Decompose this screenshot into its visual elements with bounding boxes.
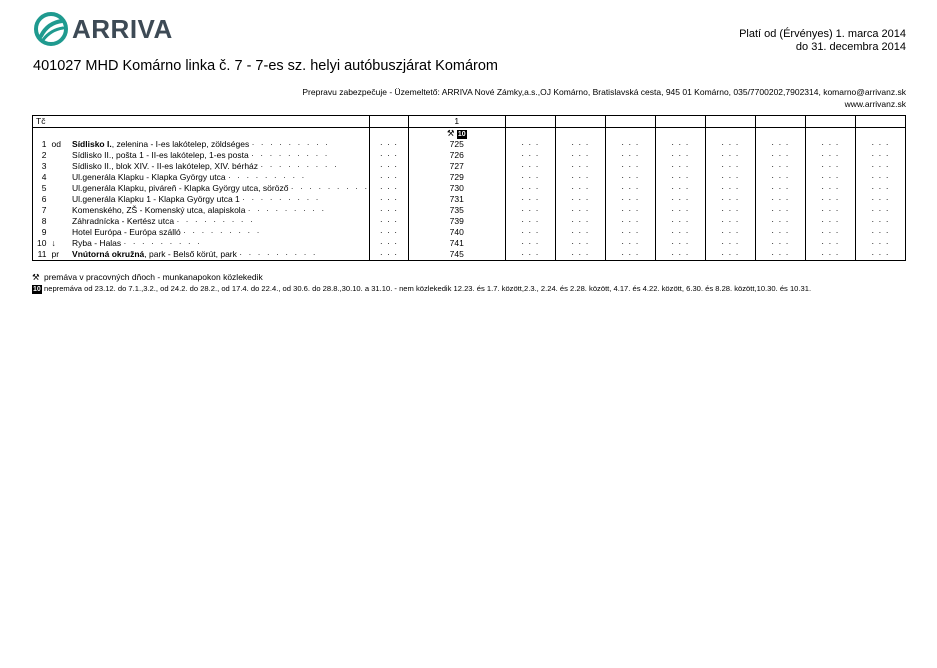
no-service-dots: · · · bbox=[505, 161, 555, 172]
no-service-dots: · · · bbox=[805, 205, 855, 216]
no-service-dots: · · · bbox=[871, 172, 890, 182]
stop-number: 5 bbox=[41, 183, 47, 193]
leader-dots: · · · · · · · · · bbox=[239, 249, 318, 259]
no-service-dots: · · · bbox=[755, 183, 805, 194]
no-service-dots: · · · bbox=[555, 216, 605, 227]
stop-number: 3 bbox=[41, 161, 47, 171]
no-service-dots: · · · bbox=[555, 172, 605, 183]
no-service-dots: · · · bbox=[805, 238, 855, 249]
departure-time: 731 bbox=[408, 194, 505, 205]
stop-row bbox=[33, 172, 905, 183]
workdays-icon: ⚒ bbox=[32, 272, 40, 282]
stop-name-rest: , park - Belső körút, park bbox=[144, 249, 237, 259]
no-service-dots: · · · bbox=[805, 249, 855, 260]
stop-row bbox=[33, 139, 905, 150]
direction-marker: ↓ bbox=[51, 238, 56, 248]
stop-name-rest: , zelenina - I-es lakótelep, zöldséges bbox=[111, 139, 250, 149]
stop-name-rest: Ul.generála Klapku, piváreň - Klapka György utca, söröző bbox=[72, 183, 289, 193]
stop-number: 4 bbox=[41, 172, 47, 182]
stop-number: 11 bbox=[37, 249, 47, 259]
stop-name-rest: Ul.generála Klapku 1 - Klapka György utca 1 bbox=[72, 194, 240, 204]
departure-time: 741 bbox=[408, 238, 505, 249]
page-title: 401027 MHD Komárno linka č. 7 - 7-es sz. helyi autóbuszjárat Komárom bbox=[33, 58, 499, 74]
no-service-dots: · · · bbox=[805, 161, 855, 172]
stop-name-bold: Sídlisko I. bbox=[72, 139, 112, 149]
no-service-dots: · · · bbox=[555, 183, 605, 194]
workdays-icon: ⚒ bbox=[446, 128, 455, 138]
leader-dots: · · · · · · · · · bbox=[183, 227, 262, 237]
no-service-dots: · · · bbox=[755, 227, 805, 238]
no-service-dots: · · · bbox=[755, 238, 805, 249]
no-service-dots: · · · bbox=[655, 150, 705, 161]
no-service-dots: · · · bbox=[655, 216, 705, 227]
no-service-dots: · · · bbox=[755, 194, 805, 205]
note-text: nepremáva od 23.12. do 7.1.,3.2., od 24.2. do 28.2., od 17.4. do 22.4., od 30.6. do 28.8.,30.10. a 31.10. - nem közlekedik 12.23. és 1.7. között,2.3., 2.24. és 2.28. között, 4.17. és 4.22. között, 6.30. és 8.28. között,10.30. és 10.31. bbox=[44, 284, 812, 293]
arriva-logo bbox=[34, 12, 173, 46]
no-service-dots: · · · bbox=[655, 194, 705, 205]
timetable-header bbox=[33, 116, 905, 128]
stop-number: 8 bbox=[41, 216, 47, 226]
no-service-dots: · · · bbox=[370, 139, 409, 150]
stop-name bbox=[72, 172, 370, 183]
no-service-dots: · · · bbox=[805, 150, 855, 161]
stop-name-rest: Komenského, ZŠ - Komenský utca, alapiskola bbox=[72, 205, 246, 215]
stop-name-rest: Záhradnícka - Kertész utca bbox=[72, 216, 175, 226]
no-service-dots: · · · bbox=[705, 150, 755, 161]
validity-dates bbox=[739, 28, 906, 54]
no-service-dots: · · · bbox=[805, 216, 855, 227]
no-service-dots: · · · bbox=[555, 139, 605, 150]
no-service-dots: · · · bbox=[805, 194, 855, 205]
no-service-dots: · · · bbox=[605, 150, 655, 161]
no-service-dots: · · · bbox=[505, 139, 555, 150]
no-service-dots: · · · bbox=[605, 194, 655, 205]
no-service-dots: · · · bbox=[871, 183, 890, 193]
operator-website[interactable]: www.arrivanz.sk bbox=[844, 99, 906, 109]
no-service-dots: · · · bbox=[370, 249, 409, 260]
no-service-dots: · · · bbox=[655, 161, 705, 172]
stop-row bbox=[33, 227, 905, 238]
leader-dots: · · · · · · · · · bbox=[123, 238, 202, 248]
no-service-dots: · · · bbox=[370, 216, 409, 227]
stop-name bbox=[72, 238, 370, 249]
no-service-dots: · · · bbox=[755, 205, 805, 216]
departure-time: 726 bbox=[408, 150, 505, 161]
direction-marker bbox=[48, 216, 72, 227]
leader-dots: · · · · · · · · · bbox=[251, 150, 330, 160]
stop-number: 7 bbox=[41, 205, 47, 215]
leader-dots: · · · · · · · · · bbox=[242, 194, 321, 204]
stop-name-rest: Sídlisko II., pošta 1 - II-es lakótelep, 1-es posta bbox=[72, 150, 249, 160]
no-service-dots: · · · bbox=[805, 172, 855, 183]
no-service-dots: · · · bbox=[605, 216, 655, 227]
leader-dots: · · · · · · · · · bbox=[260, 161, 339, 171]
no-service-dots: · · · bbox=[505, 205, 555, 216]
no-service-dots: · · · bbox=[505, 183, 555, 194]
no-service-dots: · · · bbox=[555, 150, 605, 161]
no-service-dots: · · · bbox=[705, 139, 755, 150]
stop-number: 6 bbox=[41, 194, 47, 204]
no-service-dots: · · · bbox=[555, 249, 605, 260]
departure-time: 740 bbox=[408, 227, 505, 238]
stop-row bbox=[33, 216, 905, 227]
stop-name bbox=[72, 249, 370, 260]
timetable-notes bbox=[32, 272, 811, 294]
stop-name-rest: Ul.generála Klapku - Klapka György utca bbox=[72, 172, 226, 182]
departure-time: 727 bbox=[408, 161, 505, 172]
no-service-dots: · · · bbox=[705, 194, 755, 205]
departure-time: 730 bbox=[408, 183, 505, 194]
direction-marker bbox=[48, 205, 72, 216]
direction-marker bbox=[48, 172, 72, 183]
no-service-dots: · · · bbox=[871, 139, 890, 149]
stop-number: 10 bbox=[37, 238, 47, 248]
departure-time: 725 bbox=[408, 139, 505, 150]
stop-number: 9 bbox=[41, 227, 47, 237]
stop-row bbox=[33, 183, 905, 194]
stop-name bbox=[72, 216, 370, 227]
stop-name bbox=[72, 205, 370, 216]
no-service-dots: · · · bbox=[370, 161, 409, 172]
leader-dots: · · · · · · · · · bbox=[251, 139, 330, 149]
no-service-dots: · · · bbox=[655, 249, 705, 260]
no-service-dots: · · · bbox=[605, 227, 655, 238]
no-service-dots: · · · bbox=[871, 238, 890, 248]
no-service-dots: · · · bbox=[505, 150, 555, 161]
no-service-dots: · · · bbox=[705, 216, 755, 227]
stop-name-rest: Ryba - Halas bbox=[72, 238, 122, 248]
no-service-dots: · · · bbox=[705, 238, 755, 249]
no-service-dots: · · · bbox=[605, 139, 655, 150]
no-service-dots: · · · bbox=[871, 161, 890, 171]
no-service-dots: · · · bbox=[805, 139, 855, 150]
no-service-dots: · · · bbox=[605, 183, 655, 194]
stop-row bbox=[33, 249, 905, 260]
note-10 bbox=[32, 283, 811, 294]
leader-dots: · · · · · · · · · bbox=[290, 183, 370, 193]
note-10-icon: 10 bbox=[457, 131, 466, 138]
stop-name bbox=[72, 150, 370, 161]
stop-row bbox=[33, 205, 905, 216]
no-service-dots: · · · bbox=[655, 139, 705, 150]
stop-row bbox=[33, 150, 905, 161]
no-service-dots: · · · bbox=[370, 150, 409, 161]
departure-time: 745 bbox=[408, 249, 505, 260]
validity-to: do 31. decembra 2014 bbox=[795, 41, 906, 53]
no-service-dots: · · · bbox=[655, 172, 705, 183]
no-service-dots: · · · bbox=[505, 227, 555, 238]
no-service-dots: · · · bbox=[370, 238, 409, 249]
no-service-dots: · · · bbox=[755, 139, 805, 150]
direction-marker: pr bbox=[51, 249, 60, 259]
stop-name bbox=[72, 139, 370, 150]
no-service-dots: · · · bbox=[555, 227, 605, 238]
no-service-dots: · · · bbox=[655, 227, 705, 238]
arriva-logo-icon bbox=[34, 12, 68, 46]
stop-name bbox=[72, 161, 370, 172]
no-service-dots: · · · bbox=[555, 194, 605, 205]
note-workdays bbox=[32, 272, 811, 283]
header-label: Tč bbox=[33, 116, 370, 128]
no-service-dots: · · · bbox=[555, 205, 605, 216]
logo-text: ARRIVA bbox=[72, 13, 173, 44]
stop-number: 2 bbox=[41, 150, 47, 160]
direction-marker bbox=[48, 161, 72, 172]
direction-marker bbox=[48, 227, 72, 238]
no-service-dots: · · · bbox=[605, 172, 655, 183]
no-service-dots: · · · bbox=[755, 172, 805, 183]
leader-dots: · · · · · · · · · bbox=[247, 205, 327, 215]
no-service-dots: · · · bbox=[871, 194, 890, 204]
no-service-dots: · · · bbox=[605, 161, 655, 172]
no-service-dots: · · · bbox=[505, 249, 555, 260]
stop-name-bold: Vnútorná okružná bbox=[72, 249, 145, 259]
leader-dots: · · · · · · · · · bbox=[227, 172, 307, 182]
no-service-dots: · · · bbox=[705, 161, 755, 172]
stop-name-rest: Hotel Európa - Európa szálló bbox=[72, 227, 181, 237]
no-service-dots: · · · bbox=[555, 161, 605, 172]
no-service-dots: · · · bbox=[755, 216, 805, 227]
stop-row bbox=[33, 194, 905, 205]
no-service-dots: · · · bbox=[505, 238, 555, 249]
no-service-dots: · · · bbox=[555, 238, 605, 249]
leader-dots: · · · · · · · · · bbox=[176, 216, 255, 226]
direction-marker bbox=[48, 183, 72, 194]
no-service-dots: · · · bbox=[370, 172, 409, 183]
note-10-icon: 10 bbox=[33, 286, 41, 293]
no-service-dots: · · · bbox=[755, 150, 805, 161]
stop-row bbox=[33, 238, 905, 249]
no-service-dots: · · · bbox=[871, 216, 890, 226]
note-text: premáva v pracovných dňoch - munkanapokon közlekedik bbox=[44, 272, 263, 282]
stop-row bbox=[33, 161, 905, 172]
no-service-dots: · · · bbox=[370, 183, 409, 194]
no-service-dots: · · · bbox=[370, 194, 409, 205]
no-service-dots: · · · bbox=[605, 238, 655, 249]
operator-info bbox=[302, 86, 906, 110]
timetable bbox=[32, 115, 906, 261]
stop-name bbox=[72, 194, 370, 205]
no-service-dots: · · · bbox=[871, 227, 890, 237]
departure-time: 729 bbox=[408, 172, 505, 183]
no-service-dots: · · · bbox=[705, 205, 755, 216]
no-service-dots: · · · bbox=[505, 172, 555, 183]
direction-marker bbox=[48, 150, 72, 161]
no-service-dots: · · · bbox=[655, 205, 705, 216]
trip-icons-row bbox=[33, 128, 905, 140]
no-service-dots: · · · bbox=[705, 183, 755, 194]
no-service-dots: · · · bbox=[605, 205, 655, 216]
stop-name bbox=[72, 227, 370, 238]
no-service-dots: · · · bbox=[705, 172, 755, 183]
no-service-dots: · · · bbox=[755, 249, 805, 260]
trip-number: 1 bbox=[408, 116, 505, 128]
no-service-dots: · · · bbox=[655, 183, 705, 194]
no-service-dots: · · · bbox=[505, 194, 555, 205]
direction-marker: od bbox=[51, 139, 61, 149]
no-service-dots: · · · bbox=[605, 249, 655, 260]
departure-time: 739 bbox=[408, 216, 505, 227]
no-service-dots: · · · bbox=[871, 150, 890, 160]
stop-name-rest: Sídlisko II., blok XIV. - II-es lakótelep, XIV. bérház bbox=[72, 161, 259, 171]
departure-time: 735 bbox=[408, 205, 505, 216]
no-service-dots: · · · bbox=[370, 205, 409, 216]
no-service-dots: · · · bbox=[871, 249, 890, 259]
no-service-dots: · · · bbox=[705, 227, 755, 238]
no-service-dots: · · · bbox=[705, 249, 755, 260]
no-service-dots: · · · bbox=[655, 238, 705, 249]
no-service-dots: · · · bbox=[505, 216, 555, 227]
stop-name bbox=[72, 183, 370, 194]
validity-from: Platí od (Érvényes) 1. marca 2014 bbox=[739, 28, 906, 40]
operator-line: Prepravu zabezpečuje - Üzemeltető: ARRIVA Nové Zámky,a.s.,OJ Komárno, Bratislavská cesta, 945 01 Komárno, 035/7700202,7902314, komarno@arrivanz.sk bbox=[302, 87, 906, 97]
stop-number: 1 bbox=[41, 139, 47, 149]
no-service-dots: · · · bbox=[370, 227, 409, 238]
no-service-dots: · · · bbox=[805, 227, 855, 238]
no-service-dots: · · · bbox=[871, 205, 890, 215]
no-service-dots: · · · bbox=[755, 161, 805, 172]
no-service-dots: · · · bbox=[805, 183, 855, 194]
direction-marker bbox=[48, 194, 72, 205]
